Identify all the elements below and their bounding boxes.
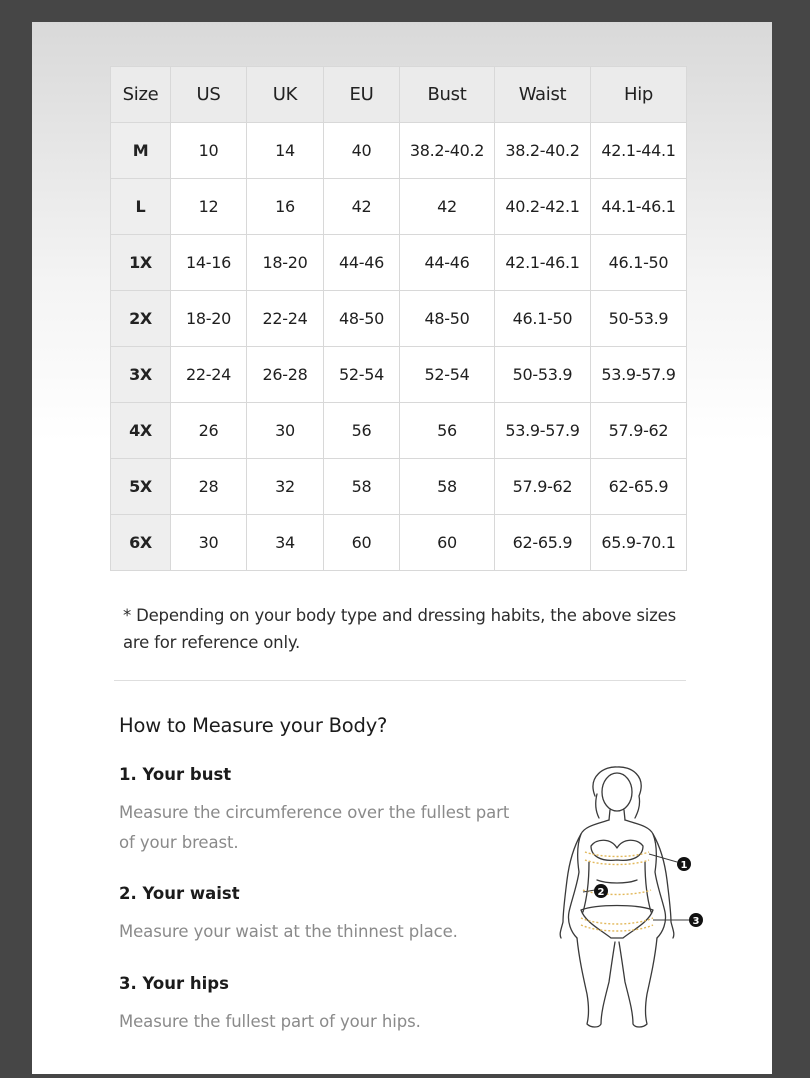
table-cell: 30 (171, 515, 247, 571)
table-cell: 58 (324, 459, 400, 515)
table-cell: 10 (171, 123, 247, 179)
table-cell: 42.1-44.1 (591, 123, 687, 179)
table-cell: 44-46 (324, 235, 400, 291)
step-hips-title: 3. Your hips (119, 974, 229, 993)
size-label: L (111, 179, 171, 235)
table-cell: 46.1-50 (591, 235, 687, 291)
table-cell: 34 (247, 515, 324, 571)
body-figure-illustration (537, 762, 700, 1034)
table-cell: 26 (171, 403, 247, 459)
table-cell: 44.1-46.1 (591, 179, 687, 235)
section-divider (114, 680, 686, 681)
table-row (111, 403, 687, 459)
header-hip: Hip (591, 67, 687, 123)
table-cell: 53.9-57.9 (591, 347, 687, 403)
size-label: 3X (111, 347, 171, 403)
table-cell: 14-16 (171, 235, 247, 291)
table-cell: 46.1-50 (495, 291, 591, 347)
table-cell: 16 (247, 179, 324, 235)
reference-note: * Depending on your body type and dressing habits, the above sizes are for reference only. (123, 606, 676, 652)
table-cell: 26-28 (247, 347, 324, 403)
measure-section-title: How to Measure your Body? (119, 714, 388, 737)
size-label: 4X (111, 403, 171, 459)
table-row (111, 347, 687, 403)
table-cell: 57.9-62 (495, 459, 591, 515)
table-cell: 52-54 (324, 347, 400, 403)
size-label: 5X (111, 459, 171, 515)
table-cell: 65.9-70.1 (591, 515, 687, 571)
table-row (111, 179, 687, 235)
table-cell: 53.9-57.9 (495, 403, 591, 459)
size-label: 6X (111, 515, 171, 571)
table-cell: 32 (247, 459, 324, 515)
size-label: M (111, 123, 171, 179)
table-cell: 40 (324, 123, 400, 179)
size-label: 2X (111, 291, 171, 347)
table-row (111, 459, 687, 515)
header-waist: Waist (495, 67, 591, 123)
table-cell: 48-50 (400, 291, 495, 347)
marker-bust-label: 1 (680, 860, 688, 871)
step-bust-title: 1. Your bust (119, 765, 232, 784)
table-cell: 50-53.9 (591, 291, 687, 347)
table-cell: 57.9-62 (591, 403, 687, 459)
table-cell: 58 (400, 459, 495, 515)
table-cell: 18-20 (247, 235, 324, 291)
table-cell: 44-46 (400, 235, 495, 291)
table-cell: 48-50 (324, 291, 400, 347)
size-chart-table (110, 66, 687, 571)
header-uk: UK (247, 67, 324, 123)
size-guide-card (32, 22, 772, 1074)
marker-waist-label: 2 (597, 887, 605, 898)
table-cell: 62-65.9 (495, 515, 591, 571)
size-label: 1X (111, 235, 171, 291)
table-header-row (111, 67, 687, 123)
table-cell: 18-20 (171, 291, 247, 347)
table-row (111, 515, 687, 571)
table-cell: 60 (400, 515, 495, 571)
table-cell: 28 (171, 459, 247, 515)
table-row (111, 291, 687, 347)
table-cell: 50-53.9 (495, 347, 591, 403)
table-cell: 14 (247, 123, 324, 179)
table-cell: 38.2-40.2 (400, 123, 495, 179)
step-waist-title: 2. Your waist (119, 884, 240, 903)
marker-hips (653, 913, 703, 927)
table-cell: 22-24 (171, 347, 247, 403)
table-cell: 22-24 (247, 291, 324, 347)
header-bust: Bust (400, 67, 495, 123)
table-cell: 40.2-42.1 (495, 179, 591, 235)
table-cell: 38.2-40.2 (495, 123, 591, 179)
table-cell: 62-65.9 (591, 459, 687, 515)
step-waist-desc: Measure your waist at the thinnest place. (119, 922, 458, 941)
table-cell: 42.1-46.1 (495, 235, 591, 291)
table-cell: 12 (171, 179, 247, 235)
marker-hips-label: 3 (692, 916, 700, 927)
table-cell: 56 (324, 403, 400, 459)
table-cell: 60 (324, 515, 400, 571)
header-eu: EU (324, 67, 400, 123)
table-cell: 42 (400, 179, 495, 235)
table-cell: 52-54 (400, 347, 495, 403)
table-row (111, 123, 687, 179)
table-cell: 42 (324, 179, 400, 235)
table-row (111, 235, 687, 291)
table-cell: 30 (247, 403, 324, 459)
header-us: US (171, 67, 247, 123)
step-bust-desc: Measure the circumference over the fullest part of your breast. (119, 803, 510, 852)
header-size: Size (111, 67, 171, 123)
table-cell: 56 (400, 403, 495, 459)
step-hips-desc: Measure the fullest part of your hips. (119, 1012, 421, 1031)
